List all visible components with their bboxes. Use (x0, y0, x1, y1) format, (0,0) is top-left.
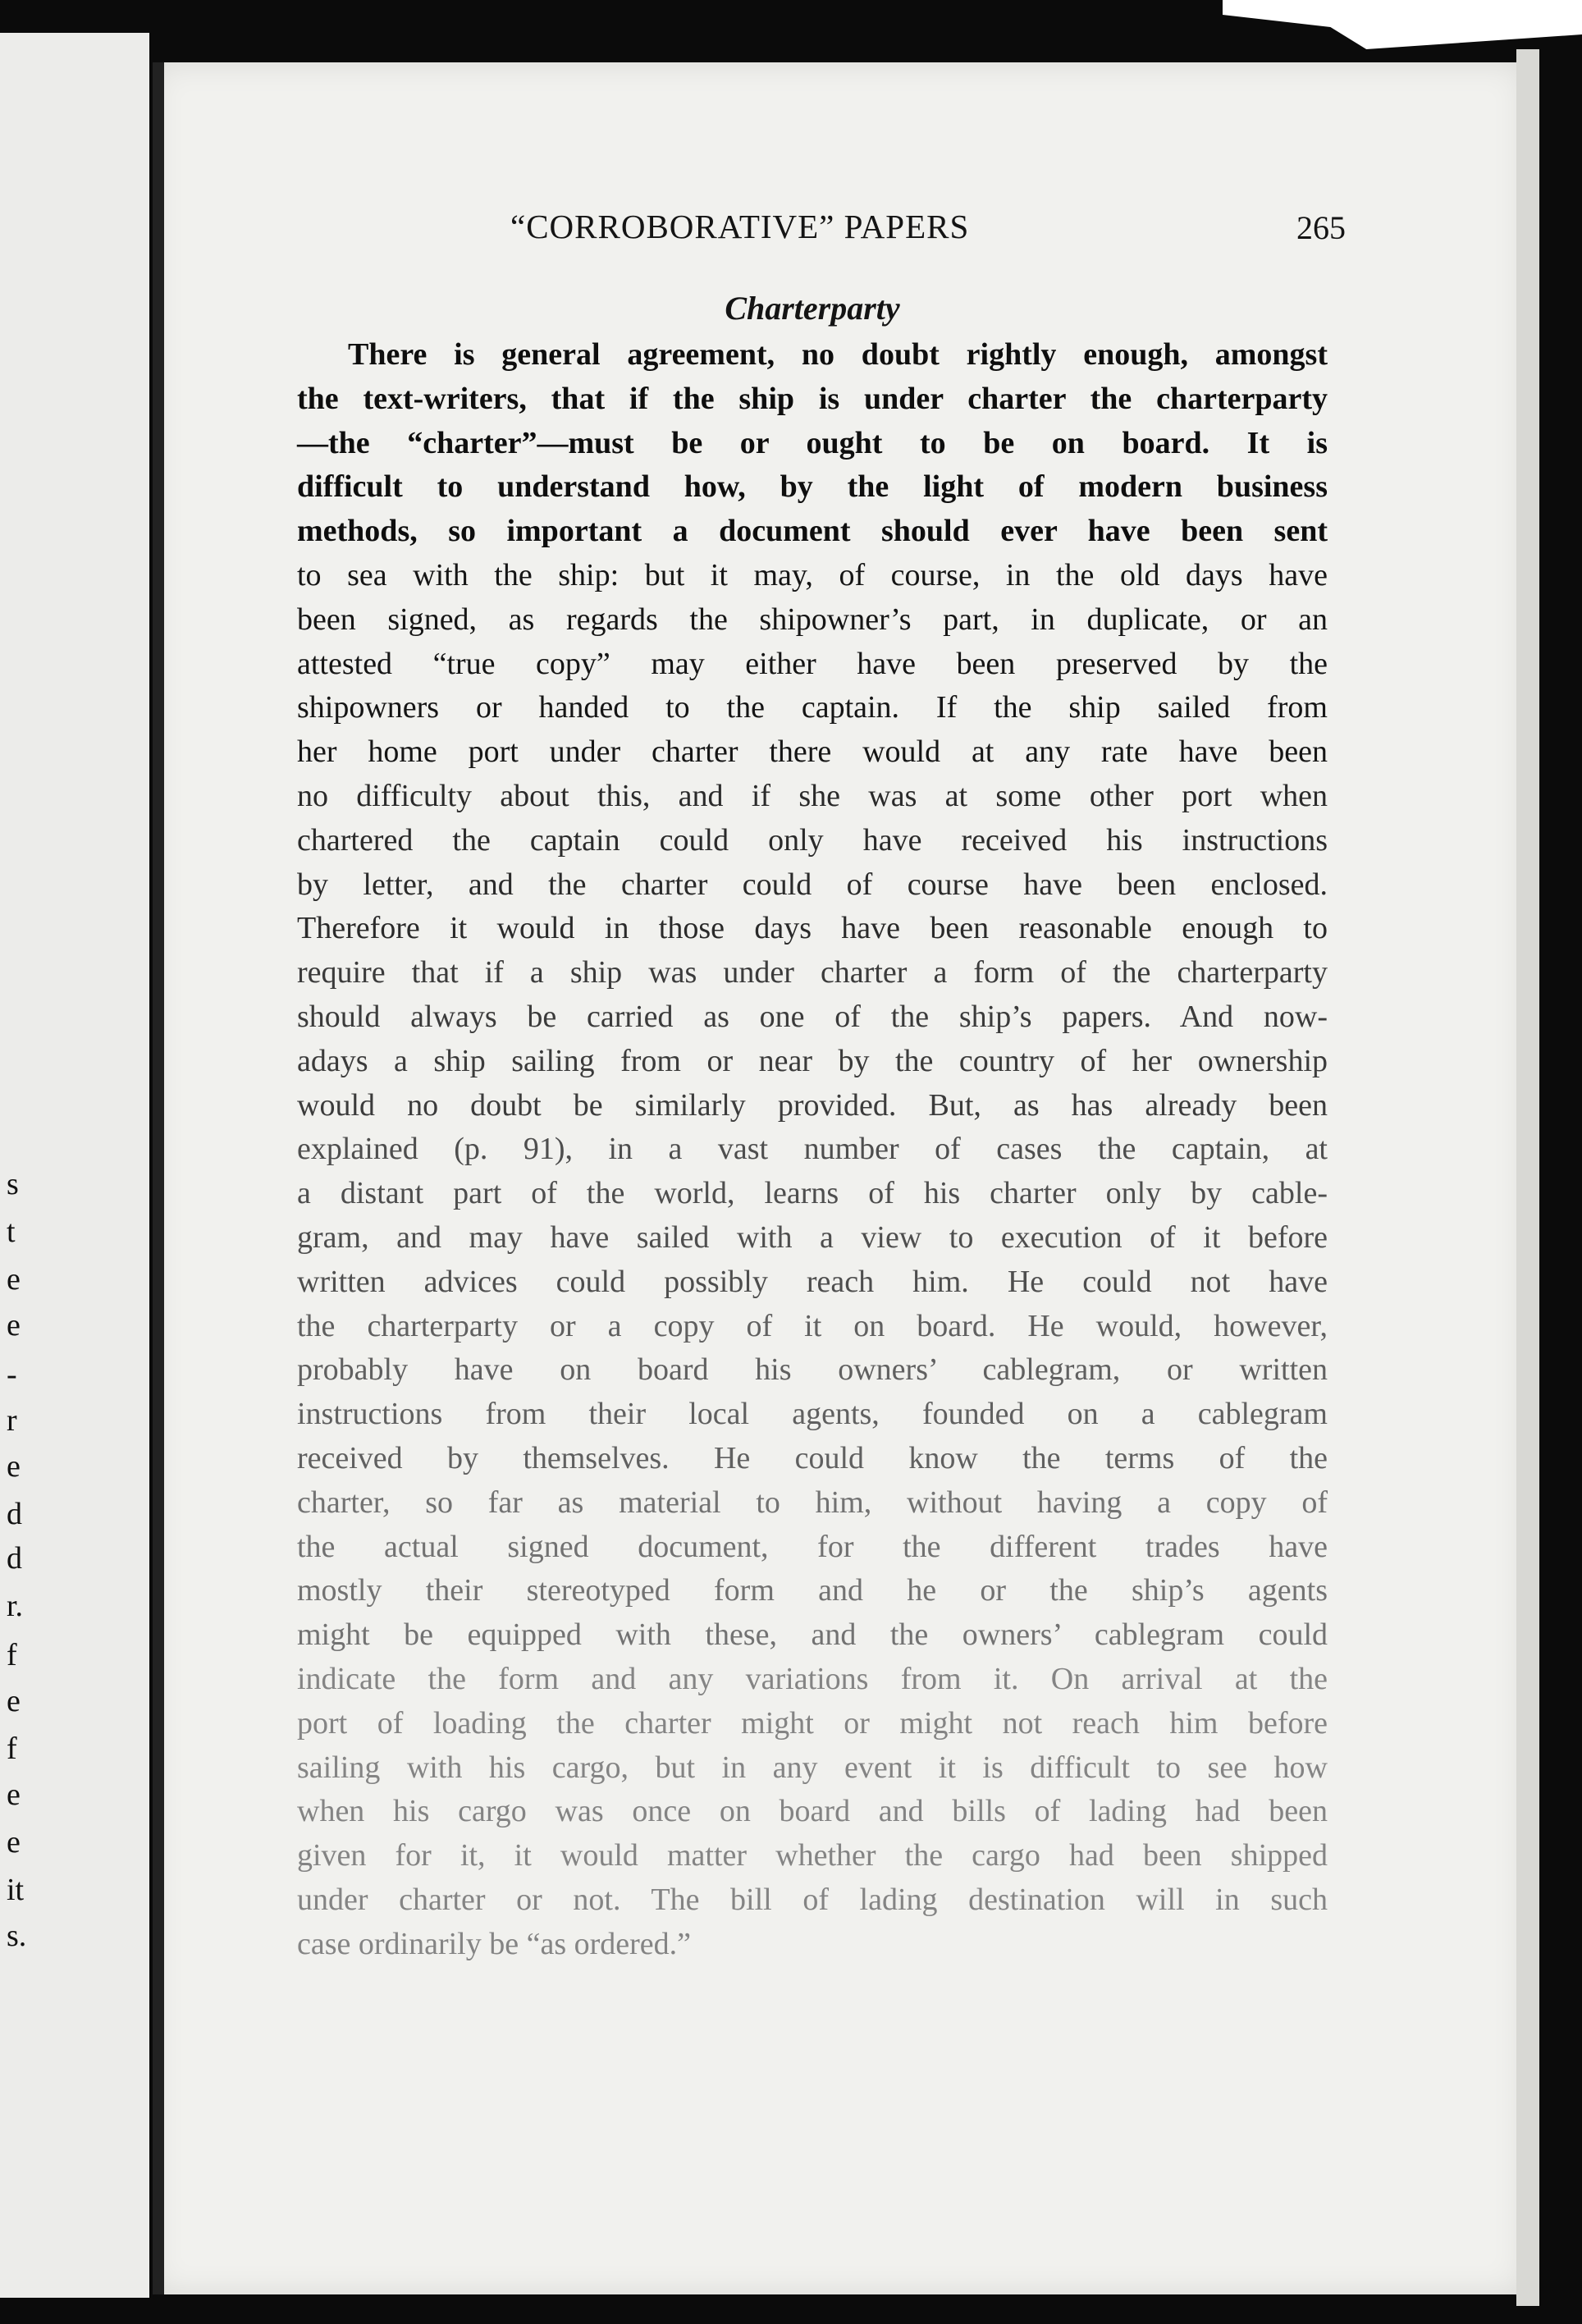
text-line: the text-writers, that if the ship is under charter the charterparty (297, 381, 1328, 416)
facing-page-letter: d (7, 1541, 22, 1576)
facing-page-letter: r. (7, 1589, 24, 1623)
text-line: indicate the form and any variations from it. On arrival at the (297, 1661, 1328, 1696)
page-number: 265 (1296, 209, 1346, 246)
text-line: sailing with his cargo, but in any event it is difficult to see how (297, 1750, 1328, 1785)
corner-tear (1223, 0, 1582, 49)
text-line: adays a ship sailing from or near by the country of her ownership (297, 1043, 1328, 1078)
text-line: would no doubt be similarly provided. But, as has already been (297, 1087, 1328, 1123)
facing-page-letter: e (7, 1777, 21, 1812)
text-line: to sea with the ship: but it may, of course, in the old days have (297, 557, 1328, 592)
text-line: charter, so far as material to him, without having a copy of (297, 1485, 1328, 1520)
text-line: written advices could possibly reach him. He could not have (297, 1264, 1328, 1299)
page-right-edge (1516, 49, 1539, 2306)
text-line: explained (p. 91), in a vast number of cases the captain, at (297, 1132, 1328, 1167)
facing-page-letter: e (7, 1262, 21, 1297)
body-paragraph (297, 333, 1328, 1966)
text-line: been signed, as regards the shipowner’s part, in duplicate, or an (297, 602, 1328, 637)
text-line: require that if a ship was under charter a form of the charterparty (297, 955, 1328, 990)
facing-page-letter: s (7, 1167, 19, 1201)
text-line: her home port under charter there would at any rate have been (297, 734, 1328, 770)
text-line: instructions from their local agents, founded on a cablegram (297, 1397, 1328, 1432)
facing-page-letter: - (7, 1357, 17, 1392)
text-line: Therefore it would in those days have been reasonable enough to (297, 911, 1328, 946)
facing-page-letter: s. (7, 1919, 27, 1953)
facing-page-letter: e (7, 1684, 21, 1718)
text-line: under charter or not. The bill of lading destination will in such (297, 1882, 1328, 1917)
text-line: methods, so important a document should ever have been sent (297, 514, 1328, 549)
text-line: no difficulty about this, and if she was at some other port when (297, 778, 1328, 813)
page-header (295, 207, 1346, 256)
facing-page-letter: e (7, 1308, 21, 1343)
text-line: shipowners or handed to the captain. If the ship sailed from (297, 690, 1328, 725)
text-line: chartered the captain could only have received his instructions (297, 822, 1328, 858)
text-line: should always be carried as one of the ship’s papers. And now- (297, 999, 1328, 1034)
facing-page-letter: r (7, 1403, 17, 1438)
text-line: received by themselves. He could know the terms of the (297, 1440, 1328, 1475)
text-line: —the “charter”—must be or ought to be on board. It is (297, 425, 1328, 460)
facing-page-edge (0, 33, 149, 2298)
text-line: given for it, it would matter whether the cargo had been shipped (297, 1838, 1328, 1873)
text-line: There is general agreement, no doubt rightly enough, amongst (348, 337, 1328, 372)
text-line: by letter, and the charter could of course have been enclosed. (297, 867, 1328, 902)
facing-page-letter: e (7, 1825, 21, 1860)
text-line: mostly their stereotyped form and he or the ship’s agents (297, 1573, 1328, 1608)
text-line: a distant part of the world, learns of his charter only by cable- (297, 1176, 1328, 1211)
text-line: probably have on board his owners’ cablegram, or written (297, 1352, 1328, 1388)
text-line: the charterparty or a copy of it on board. He would, however, (297, 1308, 1328, 1343)
facing-page-letter: f (7, 1732, 17, 1766)
page-binding-shadow (153, 62, 164, 2294)
facing-page-letter: t (7, 1215, 16, 1249)
text-line: when his cargo was once on board and bills of lading had been (297, 1794, 1328, 1829)
text-line: case ordinarily be “as ordered.” (297, 1926, 692, 1961)
text-line: difficult to understand how, by the light of modern business (297, 469, 1328, 505)
text-line: attested “true copy” may either have been preserved by the (297, 646, 1328, 681)
text-line: gram, and may have sailed with a view to execution of it before (297, 1219, 1328, 1255)
facing-page-letter: d (7, 1497, 22, 1531)
facing-page-letter: e (7, 1449, 21, 1484)
facing-page-letter: it (7, 1873, 25, 1907)
facing-page-letter: f (7, 1638, 17, 1672)
running-title: “CORROBORATIVE” PAPERS (510, 208, 970, 245)
text-line: might be equipped with these, and the owners’ cablegram could (297, 1617, 1328, 1653)
text-line: the actual signed document, for the different trades have (297, 1529, 1328, 1564)
section-heading: Charterparty (725, 290, 900, 327)
text-line: port of loading the charter might or might not reach him before (297, 1705, 1328, 1741)
